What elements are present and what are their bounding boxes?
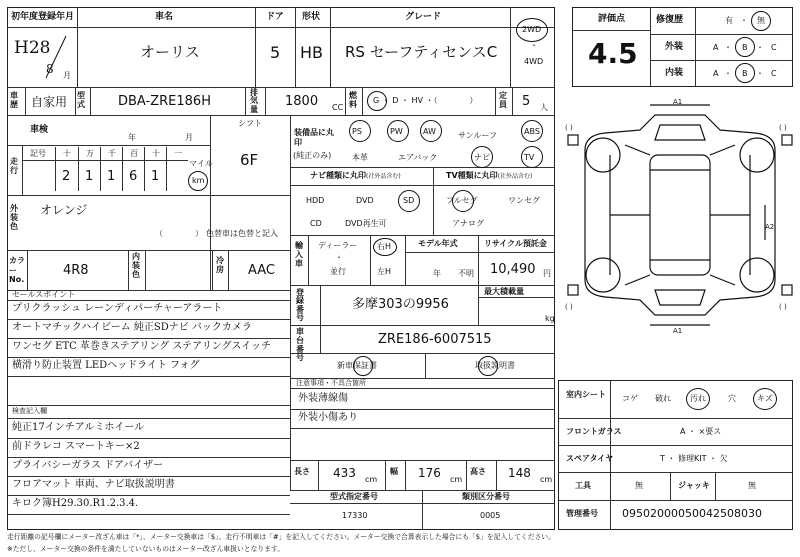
equipment-item: PS <box>352 127 362 136</box>
sales-point-line: 横滑り防止装置 LEDヘッドライト フォグ <box>12 360 200 371</box>
inspector-line: キロク簿H29.30.R1.2.3.4. <box>12 498 139 509</box>
mileage-digit-label: 万 <box>86 149 94 158</box>
ext-a: A <box>713 43 719 52</box>
equipment-label: 装備品に丸印 <box>294 128 334 148</box>
capacity-label: 定員 <box>499 91 507 109</box>
repair-dot: ・ <box>740 16 748 25</box>
import-label: 輸入車 <box>295 241 303 268</box>
repair-no: 無 <box>757 16 765 25</box>
width-value: 176 <box>418 466 441 480</box>
navi-item: SD <box>403 196 415 205</box>
sales-point-line: プリクラッシュ レーンディパーチャーアラート <box>12 303 223 314</box>
shift-value: 6F <box>240 151 259 169</box>
model-label: 型式 <box>77 91 85 109</box>
color-no-label: カラーNo. <box>9 256 25 285</box>
shape-label: 形状 <box>302 12 321 22</box>
drive-dot: ・ <box>530 41 538 50</box>
equipment-item: TV <box>524 153 535 162</box>
color-value: オレンジ <box>40 203 88 217</box>
exterior-label: 外装 <box>665 42 684 52</box>
inspector-line: 純正17インチアルミホイール <box>12 422 145 433</box>
mileage-digit-label: 記号 <box>30 149 46 158</box>
cc-unit: CC <box>332 103 344 112</box>
displacement-value: 1800 <box>285 94 319 109</box>
tv-item: アナログ <box>452 219 484 228</box>
length-value: 433 <box>333 466 356 480</box>
inspector-line: フロアマット 車両、ナビ取扱説明書 <box>12 479 175 490</box>
grade-value: RS セーフティセンスC <box>345 43 498 61</box>
notes-label: 注意事項・不具合箇所 <box>296 379 366 387</box>
repair-label: 修復歴 <box>656 15 684 25</box>
tv-label-text: TV種類に丸印 <box>446 171 498 180</box>
max-load-unit: kg <box>545 314 555 323</box>
mileage-digit-label: 十 <box>63 149 71 158</box>
equipment-item: AW <box>423 127 436 136</box>
mileage-digit: 2 <box>62 169 71 184</box>
equipment-sublabel: (純正のみ) <box>293 151 332 160</box>
length-unit: cm <box>365 475 378 484</box>
jack-label: ジャッキ <box>678 481 710 490</box>
interior-label: 内装 <box>665 68 684 78</box>
registration-value: 多摩303の9956 <box>352 297 449 312</box>
footer-line-2: ※ただし、メーター交換の条件を満たしていないものはメーター改ざん車扱いとなります。 <box>7 545 285 553</box>
tv-label <box>446 172 532 180</box>
tools-label: 工具 <box>575 481 591 490</box>
tools-value: 無 <box>635 481 643 490</box>
import-left-h: 左H <box>377 267 392 276</box>
chassis-label: 車台番号 <box>296 327 304 363</box>
first-reg-label: 初年度登録年月 <box>11 12 75 22</box>
door-count: 5 <box>270 43 281 62</box>
bracket-br: ( ) <box>779 303 787 311</box>
inspection-month: 月 <box>185 133 193 142</box>
navi-item: HDD <box>306 196 325 205</box>
mileage-digit-label: 百 <box>130 149 138 158</box>
import-parallel: 並行 <box>330 267 346 276</box>
width-unit: cm <box>450 475 463 484</box>
height-unit: cm <box>540 475 553 484</box>
mileage-digit: 6 <box>129 169 138 184</box>
ext-c: C <box>771 43 777 52</box>
inspection-year: 年 <box>128 133 136 142</box>
footer-line-1: 走行距離の記号欄にメーター改ざん車は「*」、メーター交換車は「$」、走行不明車は「#」を記入してください。メーター交換で合算表示した場合にも「$」を記入してください。 <box>7 533 555 541</box>
car-damage-diagram <box>565 95 795 335</box>
equipment-item: ナビ <box>474 153 490 162</box>
import-right-h: 右H <box>377 242 392 251</box>
mile-label: マイル <box>189 159 213 168</box>
color-paren: （ ） <box>155 229 203 238</box>
grade-label: グレード <box>405 12 442 22</box>
car-name-label: 車名 <box>155 12 174 22</box>
navi-item: DVD <box>356 196 374 205</box>
tv-label-sub: (社外品含む) <box>497 173 533 180</box>
import-dot: ・ <box>335 253 343 262</box>
km-label: km <box>192 176 205 185</box>
glass-value: A ・ ×要ス <box>680 427 722 436</box>
navi-item: CD <box>310 219 322 228</box>
tv-item: ワンセグ <box>508 196 540 205</box>
int-a: A <box>713 69 719 78</box>
recycle-yen: 円 <box>543 269 551 278</box>
diagram-mark-top: A1 <box>673 98 683 106</box>
color-no-value: 4R8 <box>63 263 89 278</box>
designation-value: 17330 <box>342 511 368 520</box>
navi-label <box>310 172 401 180</box>
car-name: オーリス <box>140 43 200 61</box>
ext-dot2: ・ <box>756 43 764 52</box>
bracket-bl: ( ) <box>565 303 573 311</box>
spare-value: T ・ 修理KIT ・ 欠 <box>660 454 728 463</box>
seat-label: 室内シート <box>566 390 606 399</box>
mileage-digit-label: 千 <box>108 149 116 158</box>
mileage-digit-label: 一 <box>174 149 182 158</box>
drive-4wd: 4WD <box>524 57 544 66</box>
model-year-unit: 年 <box>433 269 441 278</box>
import-dealer: ディーラー <box>318 241 358 250</box>
mileage-digit: 1 <box>85 169 94 184</box>
ac-label: 冷房 <box>216 256 224 274</box>
ext-dot1: ・ <box>724 43 732 52</box>
shift-label: シフト <box>238 119 262 128</box>
equipment-item: 本革 <box>352 153 368 162</box>
inspector-label: 検査記入欄 <box>12 407 47 415</box>
int-dot2: ・ <box>756 69 764 78</box>
category-value: 0005 <box>480 511 501 520</box>
chassis-value: ZRE186-6007515 <box>378 332 492 347</box>
repair-yes: 有 <box>725 16 733 25</box>
mileage-digit: 1 <box>151 169 160 184</box>
bracket-tl: ( ) <box>565 124 573 132</box>
model-year-unknown: 不明 <box>458 269 474 278</box>
usage-value: 自家用 <box>31 95 68 109</box>
mileage-digit-label: 十 <box>152 149 160 158</box>
sales-points-label: セールスポイント <box>12 290 76 299</box>
int-c: C <box>771 69 777 78</box>
equipment-item: PW <box>390 127 403 136</box>
month-unit: 月 <box>63 71 71 80</box>
inspector-line: 前ドラレコ スマートキー×2 <box>12 441 140 452</box>
mgmt-value: 09502000050042508030 <box>622 507 762 520</box>
usage-label: 車歴 <box>10 91 18 109</box>
int-b: B <box>742 69 748 78</box>
seat-item: 穴 <box>728 394 736 403</box>
ac-value: AAC <box>248 263 275 278</box>
color-note: 色替車は色替と記入 <box>206 229 278 238</box>
manual-label: 取扱説明書 <box>475 361 515 370</box>
height-label: 高さ <box>470 467 486 476</box>
score-value: 4.5 <box>588 37 638 70</box>
length-label: 長さ <box>294 467 310 476</box>
first-reg-era: H28 <box>14 38 51 58</box>
jack-value: 無 <box>748 481 756 490</box>
fuel-label: 燃料 <box>349 91 357 109</box>
navi-label-sub: (社外品含む) <box>366 173 401 180</box>
seat-item: 破れ <box>655 394 671 403</box>
diagram-mark-side: A2 <box>765 223 775 231</box>
designation-label: 型式指定番号 <box>330 492 378 501</box>
displacement-label: 排気量 <box>250 88 258 114</box>
score-label: 評価点 <box>598 14 626 24</box>
inspection-label: 車検 <box>30 125 49 135</box>
height-value: 148 <box>508 466 531 480</box>
width-label: 幅 <box>390 467 398 476</box>
door-label: ドア <box>266 12 284 22</box>
note-line: 外装小傷あり <box>298 412 358 423</box>
mgmt-label: 管理番号 <box>566 509 598 518</box>
mileage-label: 走行 <box>10 157 18 175</box>
sales-point-line: オートマチックハイビーム 純正SDナビ バックカメラ <box>12 322 252 333</box>
first-reg-month: 8 <box>46 62 54 76</box>
note-line: 外装薄線傷 <box>298 393 348 404</box>
spare-label: スペアタイヤ <box>566 454 614 463</box>
max-load-label: 最大積載量 <box>484 287 524 296</box>
recycle-label: リサイクル預託金 <box>484 239 547 248</box>
category-label: 類別区分番号 <box>462 492 510 501</box>
interior-color-label: 内装色 <box>132 252 140 279</box>
equipment-item: サンルーフ <box>458 131 497 140</box>
warranty-label: 新車保証書 <box>337 361 377 370</box>
capacity-value: 5 <box>522 94 531 109</box>
sales-point-line: ワンセグ ETC 革巻きステアリング ステアリングスイッチ <box>12 341 272 352</box>
tv-item: フルセグ <box>446 196 478 205</box>
recycle-value: 10,490 <box>490 262 536 277</box>
drive-2wd: 2WD <box>522 25 542 34</box>
navi-label-text: ナビ種類に丸印 <box>310 171 366 180</box>
inspector-line: プライバシーガラス ドアバイザー <box>12 460 164 471</box>
equipment-item: ABS <box>524 127 540 136</box>
person-unit: 人 <box>540 103 548 112</box>
seat-item: キズ <box>757 394 773 403</box>
int-dot1: ・ <box>724 69 732 78</box>
ext-b: B <box>742 43 748 52</box>
model-year-label: モデル年式 <box>418 239 458 248</box>
shape-value: HB <box>300 43 324 62</box>
color-label: 外装色 <box>10 204 18 232</box>
equipment-item: エアバック <box>398 153 438 162</box>
glass-label: フロントガラス <box>566 427 622 436</box>
seat-item: コゲ <box>622 394 638 403</box>
diagram-mark-bottom: A1 <box>673 327 683 335</box>
registration-label: 登録番号 <box>296 288 304 323</box>
bracket-tr: ( ) <box>779 124 787 132</box>
fuel-options: G ・ D ・ HV ・（ ） <box>373 96 478 105</box>
mileage-digit: 1 <box>107 169 116 184</box>
navi-item: DVD再生可 <box>345 219 387 228</box>
model-value: DBA-ZRE186H <box>118 94 211 109</box>
seat-item: 汚れ <box>690 394 706 403</box>
